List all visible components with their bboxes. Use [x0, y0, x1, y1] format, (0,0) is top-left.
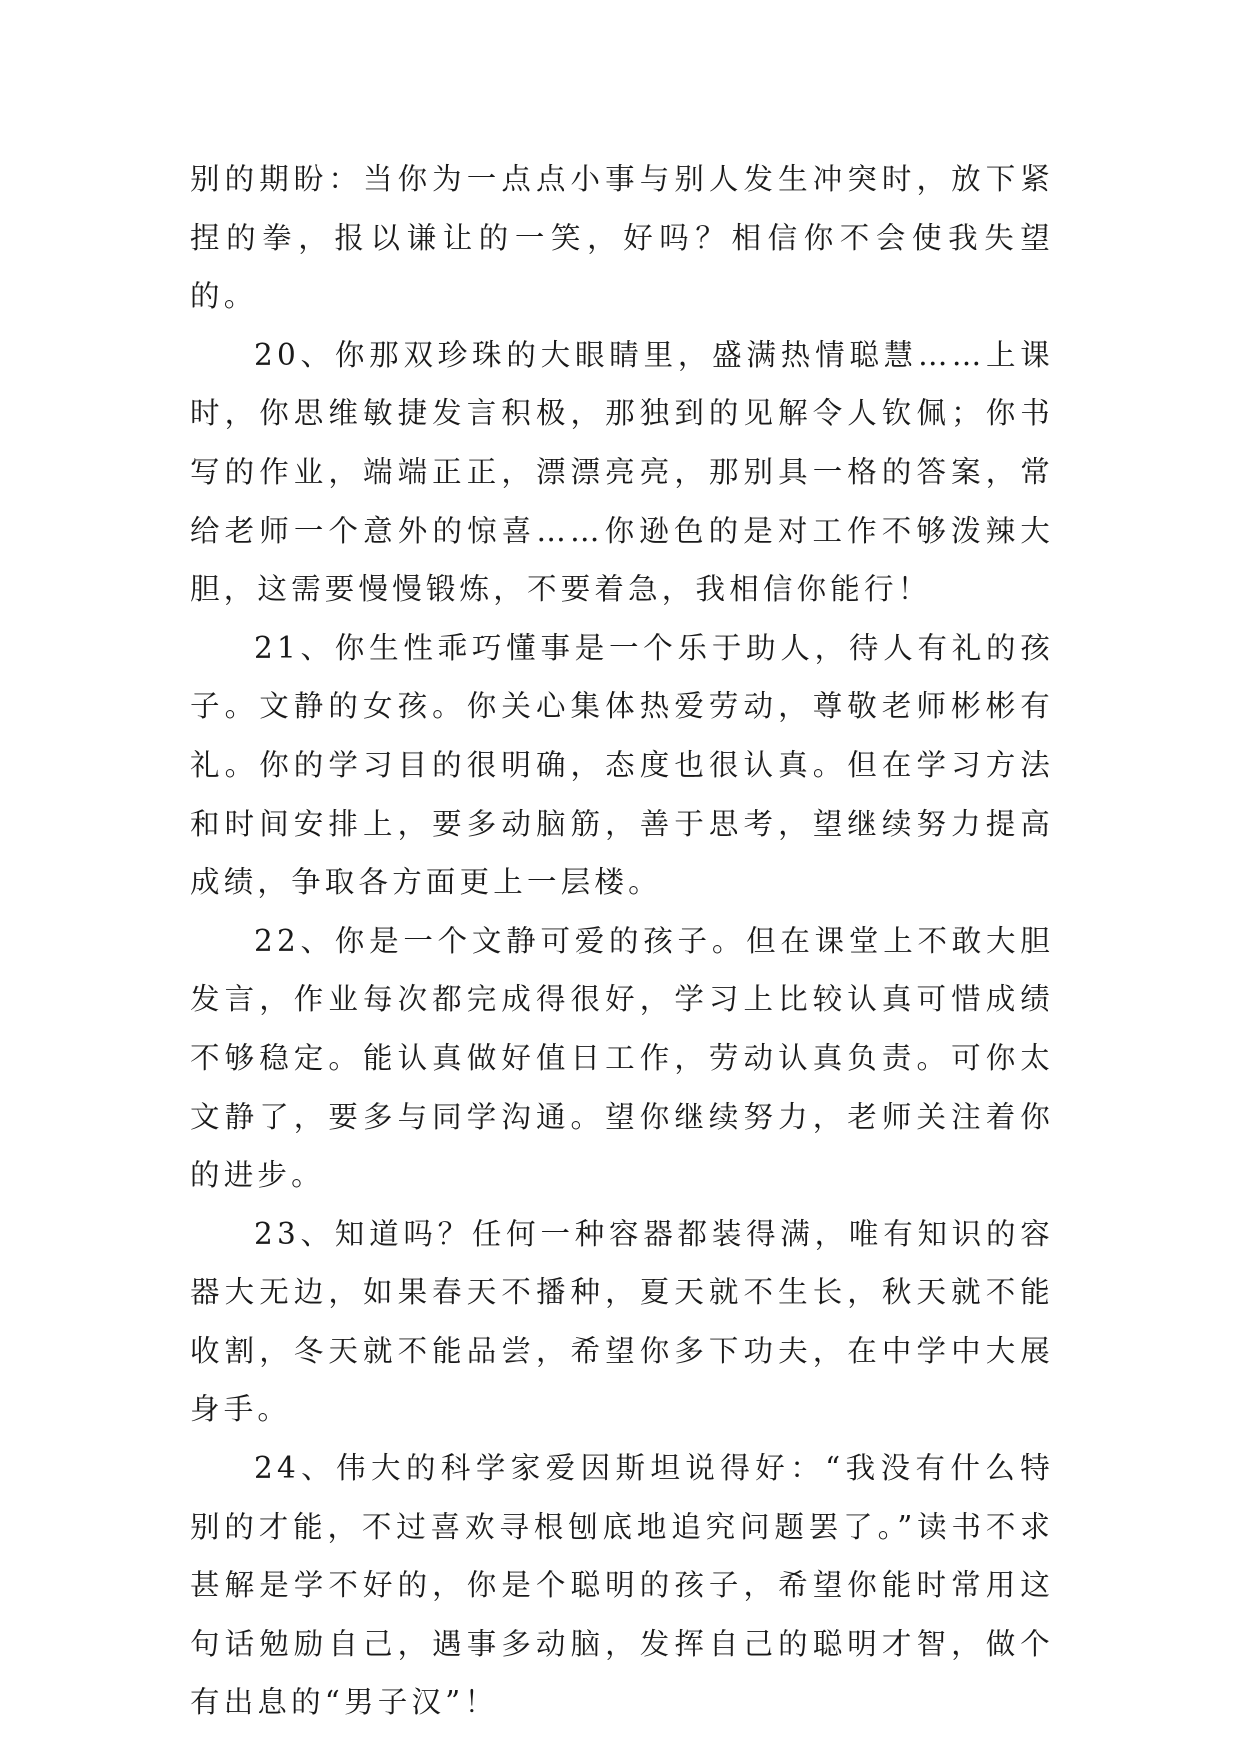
paragraph-comment-23: 23、知道吗？任何一种容器都装得满，唯有知识的容器大无边，如果春天不播种，夏天就不生长，秋天就不能收割，冬天就不能品尝，希望你多下功夫，在中学中大展身手。 [190, 1216, 1054, 1427]
document-page [190, 150, 1054, 1732]
paragraph-comment-21: 21、你生性乖巧懂事是一个乐于助人，待人有礼的孩子。文静的女孩。你关心集体热爱劳动，尊敬老师彬彬有礼。你的学习目的很明确，态度也很认真。但在学习方法和时间安排上，要多动脑筋，善于思考，望继续努力提高成绩，争取各方面更上一层楼。 [190, 630, 1054, 900]
paragraph-comment-24: 24、伟大的科学家爱因斯坦说得好：“我没有什么特别的才能，不过喜欢寻根刨底地追究问题罢了。”读书不求甚解是学不好的，你是个聪明的孩子，希望你能时常用这句话勉励自己，遇事多动脑，发挥自己的聪明才智，做个有出息的“男子汉”！ [190, 1451, 1054, 1720]
paragraph-continuation: 别的期盼：当你为一点点小事与别人发生冲突时，放下紧捏的拳，报以谦让的一笑，好吗？相信你不会使我失望的。 [190, 162, 1054, 314]
paragraph-comment-22: 22、你是一个文静可爱的孩子。但在课堂上不敢大胆发言，作业每次都完成得很好，学习上比较认真可惜成绩不够稳定。能认真做好值日工作，劳动认真负责。可你太文静了，要多与同学沟通。望你继续努力，老师关注着你的进步。 [190, 923, 1054, 1193]
paragraph-comment-20: 20、你那双珍珠的大眼睛里，盛满热情聪慧……上课时，你思维敏捷发言积极，那独到的见解令人钦佩；你书写的作业，端端正正，漂漂亮亮，那别具一格的答案，常给老师一个意外的惊喜……你逊色的是对工作不够泼辣大胆，这需要慢慢锻炼，不要着急，我相信你能行！ [190, 337, 1054, 607]
